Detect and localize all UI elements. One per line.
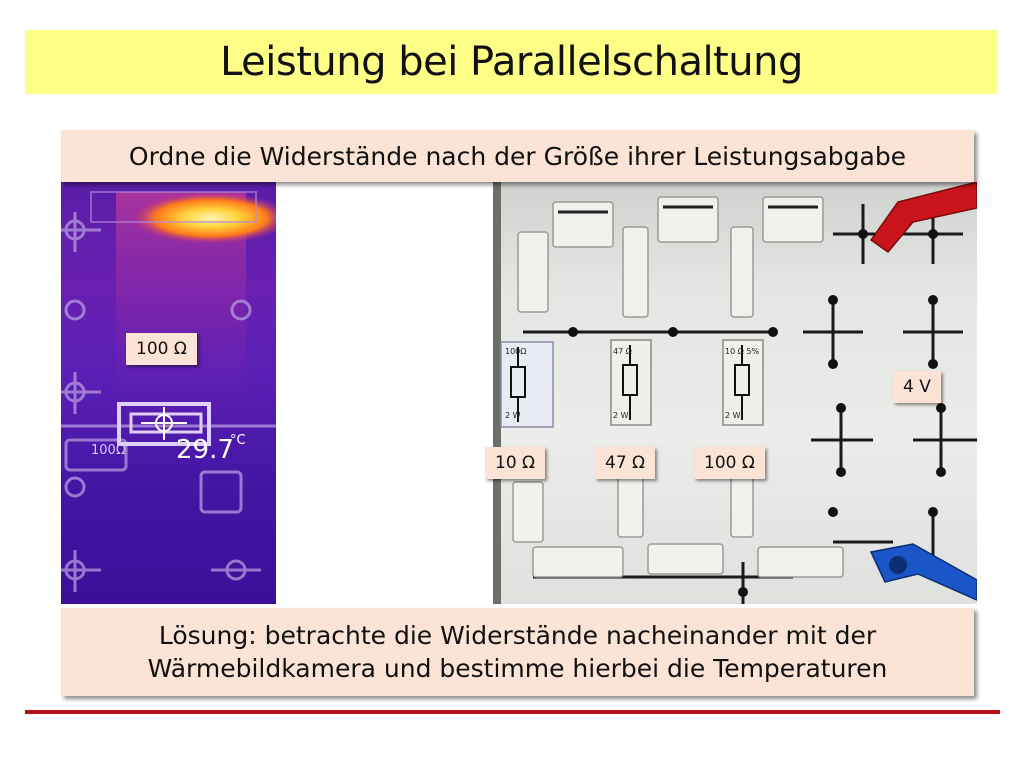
- red-cable: [871, 182, 977, 252]
- top-connectors: [518, 197, 823, 317]
- thermal-print-text: 100Ω: [91, 443, 126, 458]
- label-47-ohm: 47 Ω: [595, 447, 655, 479]
- thermal-scene: [61, 182, 276, 604]
- footer-divider: [25, 710, 1000, 714]
- solution-line-2: Wärmebildkamera und bestimme hierbei die Temperaturen: [147, 654, 888, 683]
- print-r100: 10 Ω 5%: [725, 347, 760, 356]
- task-box: [61, 130, 974, 182]
- thermal-image: [61, 182, 276, 604]
- print-r47: 47 Ω: [613, 347, 632, 356]
- thermal-resistor-label: 100 Ω: [126, 333, 197, 365]
- print-r10: 100Ω: [505, 347, 527, 356]
- blue-cable: [871, 544, 977, 600]
- bottom-connectors: [513, 477, 843, 577]
- solution-line-1: Lösung: betrachte die Widerstände nacheinander mit der: [158, 621, 877, 650]
- resistor-modules: [501, 340, 763, 427]
- task-text: Ordne die Widerstände nach der Größe ihrer Leistungsabgabe: [128, 141, 907, 171]
- solution-box: [61, 608, 974, 696]
- temperature-unit: °C: [230, 433, 246, 448]
- temperature-value: 29.7: [176, 435, 234, 465]
- label-10-ohm: 10 Ω: [485, 447, 545, 479]
- label-voltage: 4 V: [893, 371, 941, 403]
- label-100-ohm: 100 Ω: [694, 447, 765, 479]
- power-print-r100: 2 W: [725, 411, 741, 420]
- power-print-r10: 2 W: [505, 411, 521, 420]
- slide-title: Leistung bei Parallelschaltung: [220, 39, 803, 85]
- blue-plug: [889, 556, 907, 574]
- title-bar: [25, 30, 998, 94]
- power-print-r47: 2 W: [613, 411, 629, 420]
